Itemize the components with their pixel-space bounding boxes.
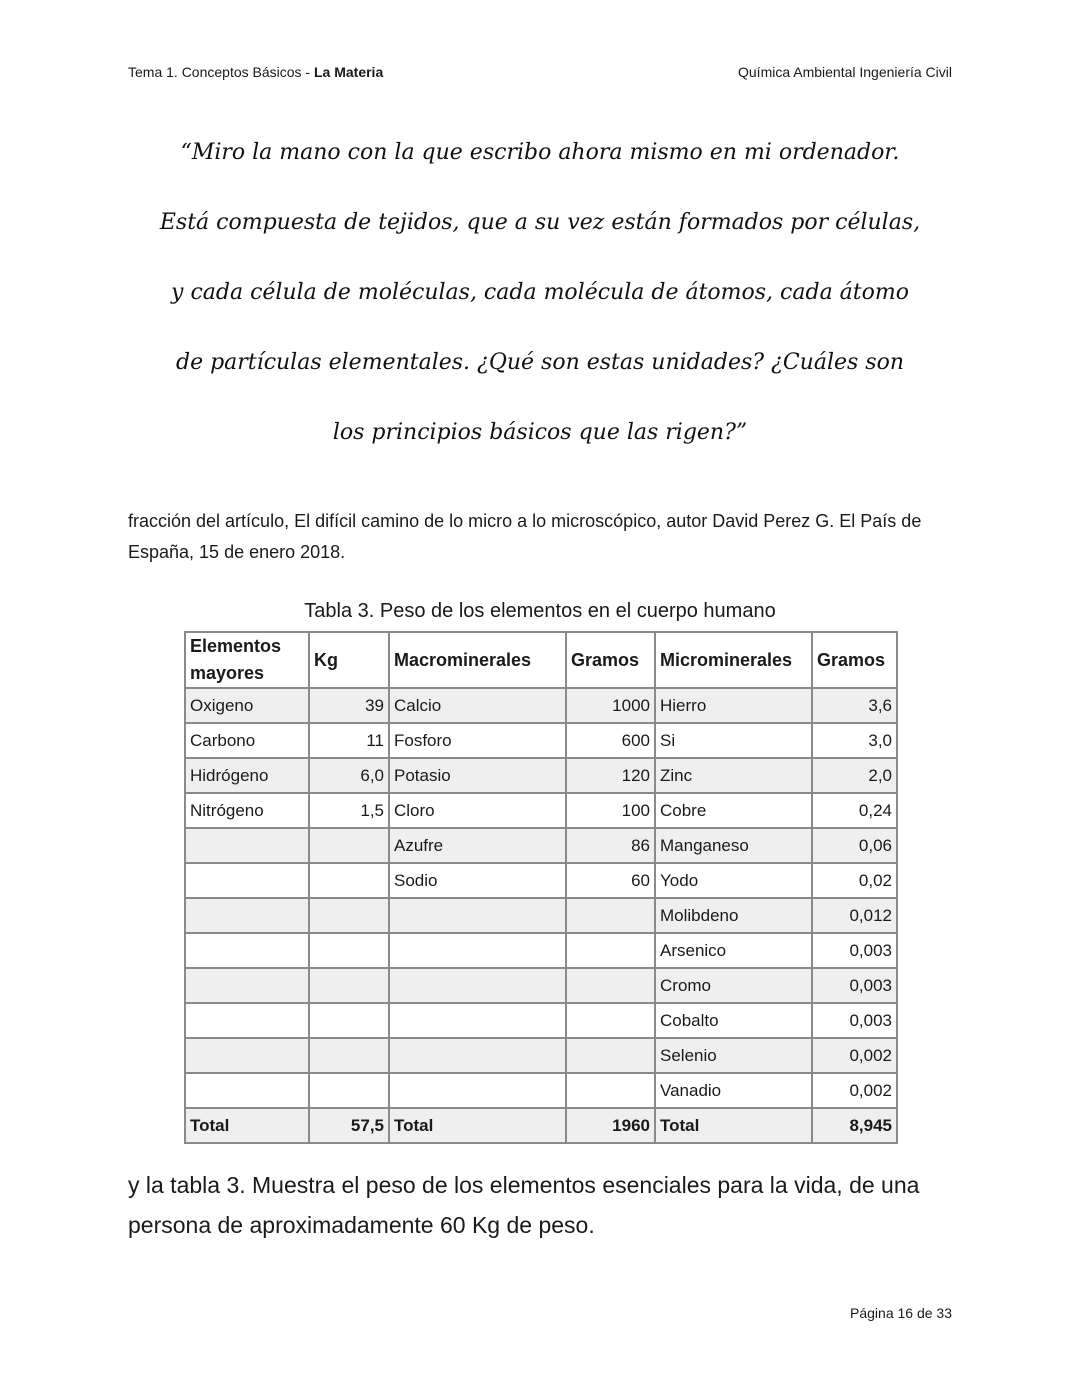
table-cell: 0,003 bbox=[812, 968, 897, 1003]
table-cell: 86 bbox=[566, 828, 655, 863]
table-cell: 0,003 bbox=[812, 933, 897, 968]
table-cell: Manganeso bbox=[655, 828, 812, 863]
elements-table bbox=[184, 631, 898, 1144]
table-cell: 1960 bbox=[566, 1108, 655, 1143]
table-cell: Total bbox=[389, 1108, 566, 1143]
table-cell bbox=[389, 968, 566, 1003]
table-cell: 57,5 bbox=[309, 1108, 389, 1143]
table-row bbox=[185, 688, 897, 723]
table-cell bbox=[566, 1038, 655, 1073]
table-cell bbox=[309, 968, 389, 1003]
table-row bbox=[185, 1003, 897, 1038]
column-header: Macrominerales bbox=[389, 632, 566, 688]
table-cell: Molibdeno bbox=[655, 898, 812, 933]
table-cell: 0,24 bbox=[812, 793, 897, 828]
table-cell: 100 bbox=[566, 793, 655, 828]
table-cell: Sodio bbox=[389, 863, 566, 898]
table-cell: Yodo bbox=[655, 863, 812, 898]
table-cell: Nitrógeno bbox=[185, 793, 309, 828]
table-cell bbox=[309, 863, 389, 898]
table-cell: 0,002 bbox=[812, 1073, 897, 1108]
table-cell: Calcio bbox=[389, 688, 566, 723]
table-cell: Si bbox=[655, 723, 812, 758]
table-cell: 2,0 bbox=[812, 758, 897, 793]
table-cell: Carbono bbox=[185, 723, 309, 758]
table-cell bbox=[389, 1073, 566, 1108]
column-header: Gramos bbox=[812, 632, 897, 688]
table-cell: Selenio bbox=[655, 1038, 812, 1073]
column-header: Gramos bbox=[566, 632, 655, 688]
table-cell bbox=[309, 933, 389, 968]
table-cell bbox=[566, 898, 655, 933]
column-header: Elementos mayores bbox=[185, 632, 309, 688]
table-cell bbox=[185, 898, 309, 933]
table-cell: Zinc bbox=[655, 758, 812, 793]
table-row bbox=[185, 723, 897, 758]
table-row bbox=[185, 1038, 897, 1073]
table-cell: Hidrógeno bbox=[185, 758, 309, 793]
column-header: Microminerales bbox=[655, 632, 812, 688]
table-cell bbox=[185, 968, 309, 1003]
column-header: Kg bbox=[309, 632, 389, 688]
table-cell: Oxigeno bbox=[185, 688, 309, 723]
table-cell: 8,945 bbox=[812, 1108, 897, 1143]
table-cell: Cloro bbox=[389, 793, 566, 828]
table-header-row bbox=[185, 632, 897, 688]
table-cell: 39 bbox=[309, 688, 389, 723]
table-row bbox=[185, 933, 897, 968]
table-cell bbox=[309, 1073, 389, 1108]
table-cell bbox=[566, 1073, 655, 1108]
header-topic: Tema 1. Conceptos Básicos - bbox=[128, 64, 314, 80]
table-cell: Hierro bbox=[655, 688, 812, 723]
quote-line: “Miro la mano con la que escribo ahora mismo en mi ordenador. bbox=[180, 140, 900, 165]
table-cell: 0,012 bbox=[812, 898, 897, 933]
table-cell bbox=[389, 1038, 566, 1073]
table-cell: 600 bbox=[566, 723, 655, 758]
table-row bbox=[185, 793, 897, 828]
quote-line: y cada célula de moléculas, cada molécula de átomos, cada átomo bbox=[171, 280, 909, 305]
table-cell: 120 bbox=[566, 758, 655, 793]
table-cell: 1,5 bbox=[309, 793, 389, 828]
table-cell bbox=[185, 863, 309, 898]
table-cell: Total bbox=[655, 1108, 812, 1143]
table-cell: Cobalto bbox=[655, 1003, 812, 1038]
page-header-right: Química Ambiental Ingeniería Civil bbox=[738, 64, 952, 80]
table-row bbox=[185, 1073, 897, 1108]
page-header-left bbox=[128, 64, 383, 80]
table-caption: Tabla 3. Peso de los elementos en el cuerpo humano bbox=[304, 600, 776, 622]
table-cell: Total bbox=[185, 1108, 309, 1143]
table-cell: Potasio bbox=[389, 758, 566, 793]
quote-line: Está compuesta de tejidos, que a su vez están formados por células, bbox=[159, 210, 921, 235]
table-cell: 3,0 bbox=[812, 723, 897, 758]
table-cell: Fosforo bbox=[389, 723, 566, 758]
table-cell: 6,0 bbox=[309, 758, 389, 793]
table-row bbox=[185, 758, 897, 793]
table-cell bbox=[185, 828, 309, 863]
quote-line: los principios básicos que las rigen?” bbox=[332, 420, 748, 445]
table-cell bbox=[566, 1003, 655, 1038]
quote bbox=[100, 118, 980, 468]
table-cell: 0,003 bbox=[812, 1003, 897, 1038]
table-row bbox=[185, 968, 897, 1003]
table-cell: 60 bbox=[566, 863, 655, 898]
table-cell bbox=[309, 1003, 389, 1038]
table-cell: Cobre bbox=[655, 793, 812, 828]
header-topic-bold: La Materia bbox=[313, 64, 384, 80]
table-cell bbox=[185, 1003, 309, 1038]
table-cell bbox=[185, 933, 309, 968]
page-number: Página 16 de 33 bbox=[850, 1305, 952, 1321]
total-row bbox=[185, 1108, 897, 1143]
table-cell: 0,002 bbox=[812, 1038, 897, 1073]
table-row bbox=[185, 898, 897, 933]
table-cell: Cromo bbox=[655, 968, 812, 1003]
table-cell: 0,02 bbox=[812, 863, 897, 898]
table-cell bbox=[389, 898, 566, 933]
table-cell bbox=[185, 1038, 309, 1073]
table-cell bbox=[389, 933, 566, 968]
table-cell: 3,6 bbox=[812, 688, 897, 723]
table-cell: Vanadio bbox=[655, 1073, 812, 1108]
table-row bbox=[185, 828, 897, 863]
table-cell bbox=[309, 898, 389, 933]
table-cell bbox=[185, 1073, 309, 1108]
table-cell: Arsenico bbox=[655, 933, 812, 968]
table-cell: Azufre bbox=[389, 828, 566, 863]
quote-line: de partículas elementales. ¿Qué son estas unidades? ¿Cuáles son bbox=[176, 350, 904, 375]
table-cell bbox=[566, 933, 655, 968]
table-cell bbox=[309, 828, 389, 863]
citation: fracción del artículo, El difícil camino de lo micro a lo microscópico, autor David Perez G. El País de España, 15 de enero 2018. bbox=[128, 511, 922, 562]
table-cell: 0,06 bbox=[812, 828, 897, 863]
table-cell: 11 bbox=[309, 723, 389, 758]
table-row bbox=[185, 863, 897, 898]
table-cell bbox=[309, 1038, 389, 1073]
body-paragraph: y la tabla 3. Muestra el peso de los elementos esenciales para la vida, de una persona de aproximadamente 60 Kg de peso. bbox=[128, 1172, 920, 1238]
table-cell bbox=[389, 1003, 566, 1038]
table-cell: 1000 bbox=[566, 688, 655, 723]
table-cell bbox=[566, 968, 655, 1003]
